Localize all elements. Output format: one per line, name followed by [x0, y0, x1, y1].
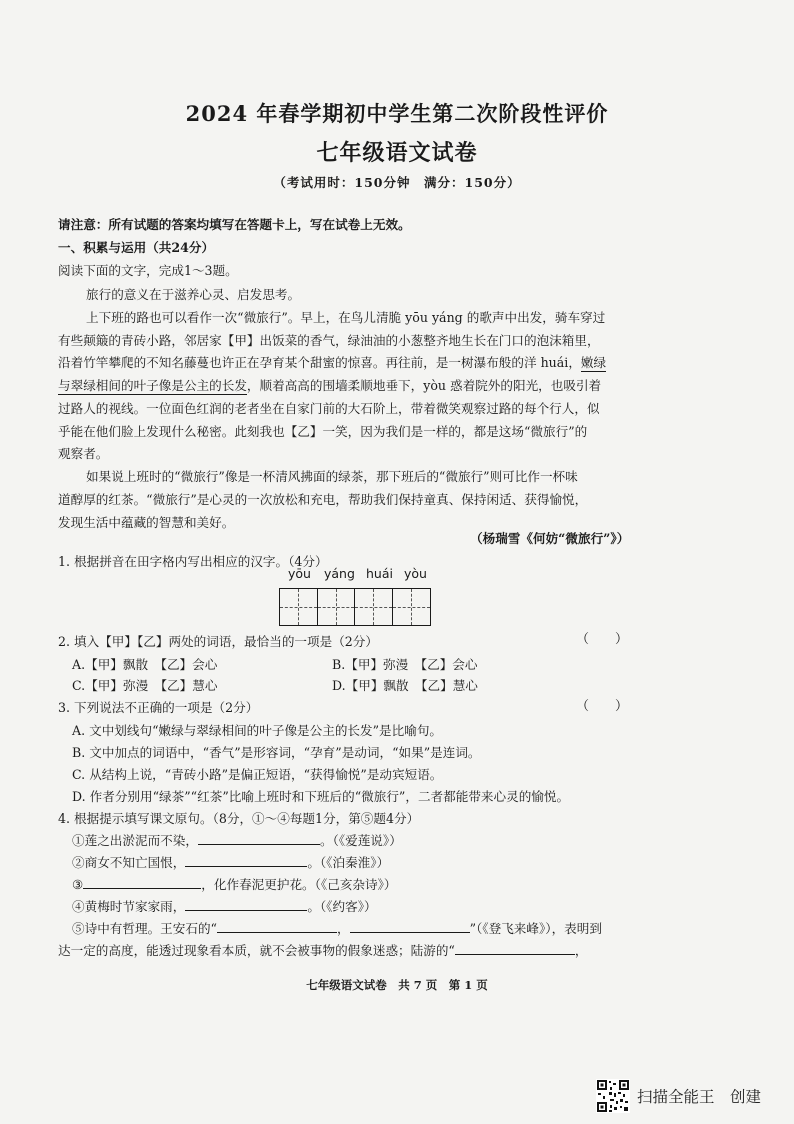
option-a: A. 文中划线句“嫩绿与翠绿相间的叶子像是公主的长发”是比喻句。 — [72, 723, 443, 738]
item-text: ， — [574, 943, 588, 958]
char-box[interactable] — [318, 589, 356, 625]
passage-line: 如果说上班时的“微旅行”像是一杯清风拂面的绿茶，那下班后的“微旅行”则可比作一杯味 — [86, 469, 578, 484]
q4-item-3 — [72, 874, 397, 893]
q1-stem: 1. 根据拼音在田字格内写出相应的汉字。（4分） — [58, 554, 328, 569]
exam-title: 2024 年春学期初中学生第二次阶段性评价 — [185, 101, 609, 126]
item-text: 。（《爱莲说》） — [319, 833, 402, 848]
item-text: 。（《约客》） — [307, 899, 377, 914]
underlined-sentence: 嫩绿 — [580, 355, 607, 370]
fill-blank[interactable] — [350, 920, 470, 933]
option-b: B. 文中加点的词语中，“香气”是形容词，“孕育”是动词，“如果”是连词。 — [72, 745, 481, 760]
passage-line: 上下班的路也可以看作一次“微旅行”。早上，在鸟儿清脆 yōu yáng 的歌声中出发，骑车穿过 — [86, 310, 606, 325]
item-text: ，化作春泥更护花。（《己亥杂诗》） — [201, 877, 397, 892]
item-text: ②商女不知亡国恨， — [72, 855, 186, 870]
fill-blank[interactable] — [455, 942, 575, 955]
exam-meta: （考试用时：150分钟 满分：150分） — [273, 175, 521, 190]
page-footer: 七年级语文试卷 共 7 页 第 1 页 — [306, 978, 488, 992]
item-text: 达一定的高度，能透过现象看本质，就不会被事物的假象迷惑；陆游的“ — [58, 943, 455, 958]
underlined-sentence: 与翠绿相间的叶子像是公主的长发 — [58, 378, 247, 393]
item-text: ①莲之出淤泥而不染， — [72, 833, 198, 848]
option-d: D. 作者分别用“绿茶”“红茶”比喻上班时和下班后的“微旅行”，二者都能带来心灵的愉悦。 — [72, 789, 570, 804]
q4-item-2 — [72, 852, 389, 871]
option-c: C.【甲】弥漫 【乙】慧心 — [72, 678, 218, 693]
q4-item-1 — [72, 830, 402, 849]
option-b: B.【甲】弥漫 【乙】会心 — [332, 657, 478, 672]
passage-text: ，顺着高高的围墙柔顺地垂下，yòu 惑着院外的阳光，也吸引着 — [246, 378, 602, 393]
option-a: A.【甲】飘散 【乙】会心 — [72, 657, 218, 672]
char-box[interactable] — [355, 589, 393, 625]
passage-text: 沿着竹竿攀爬的不知名藤蔓也许正在孕育某个甜蜜的惊喜。再往前，是一树瀑布般的洋 huái， — [58, 355, 581, 370]
passage-line — [58, 352, 606, 371]
q2-stem: 2. 填入【甲】【乙】两处的词语，最恰当的一项是（2分） — [58, 634, 378, 649]
section-heading: 一、积累与运用（共24分） — [58, 240, 215, 255]
passage-line: 道醇厚的红茶。“微旅行”是心灵的一次放松和充电，帮助我们保持童真、保持闲适、获得愉悦， — [58, 492, 588, 507]
exam-subtitle: 七年级语文试卷 — [316, 140, 478, 166]
fill-blank[interactable] — [185, 898, 307, 911]
passage-line: 旅行的意义在于滋养心灵、启发思考。 — [86, 287, 301, 302]
pinyin: yáng — [324, 566, 355, 581]
char-box[interactable] — [393, 589, 431, 625]
passage-line — [58, 375, 601, 394]
q4-item-5 — [72, 918, 602, 937]
passage-line: 过路人的视线。一位面色红润的老者坐在自家门前的大石阶上，带着微笑观察过路的每个行人，似 — [58, 401, 600, 416]
option-c: C. 从结构上说，“青砖小路”是偏正短语，“获得愉悦”是动宾短语。 — [72, 767, 443, 782]
fill-blank[interactable] — [83, 876, 201, 889]
passage-source: （杨瑞雪《何妨“微旅行”》） — [470, 531, 630, 546]
answer-paren[interactable]: （ ） — [576, 699, 629, 714]
item-text: 。（《泊秦淮》） — [307, 855, 390, 870]
fill-blank[interactable] — [198, 832, 320, 845]
item-text: ⑤诗中有哲理。王安石的“ — [72, 921, 217, 936]
q4-item-5-cont — [58, 940, 587, 959]
scanner-watermark: 扫描全能王 创建 — [637, 1088, 762, 1106]
answer-paren[interactable]: （ ） — [576, 632, 629, 647]
fill-blank[interactable] — [185, 854, 307, 867]
pinyin: yōu — [288, 566, 311, 581]
fill-blank[interactable] — [217, 920, 337, 933]
qr-code-icon — [596, 1079, 630, 1113]
item-text: ④黄梅时节家家雨， — [72, 899, 186, 914]
passage-line: 观察者。 — [58, 446, 109, 461]
passage-line: 乎能在他们脸上发现什么秘密。此刻我也【乙】一笑，因为我们是一样的，都是这场“微旅行”的 — [58, 424, 588, 439]
passage-line: 发现生活中蕴藏的智慧和美好。 — [58, 515, 235, 530]
q4-item-4 — [72, 896, 377, 915]
reading-intro: 阅读下面的文字，完成1～3题。 — [58, 263, 238, 278]
option-d: D.【甲】飘散 【乙】慧心 — [332, 678, 478, 693]
pinyin: huái — [366, 566, 393, 581]
item-text: ， — [336, 921, 350, 936]
item-text: ”（《登飞来峰》），表明到 — [469, 921, 602, 936]
writing-boxes[interactable] — [279, 588, 431, 626]
notice: 请注意：所有试题的答案均填写在答题卡上，写在试卷上无效。 — [58, 217, 411, 232]
q4-stem: 4. 根据提示填写课文原句。（8分，①～④每题1分，第⑤题4分） — [58, 811, 420, 826]
passage-line: 有些颠簸的青砖小路，邻居家【甲】出饭菜的香气，绿油油的小葱整齐地生长在门口的泡沫箱里， — [58, 333, 600, 348]
char-box[interactable] — [280, 589, 318, 625]
q3-stem: 3. 下列说法不正确的一项是（2分） — [58, 700, 259, 715]
item-text: ③ — [72, 877, 84, 892]
pinyin: yòu — [404, 566, 427, 581]
